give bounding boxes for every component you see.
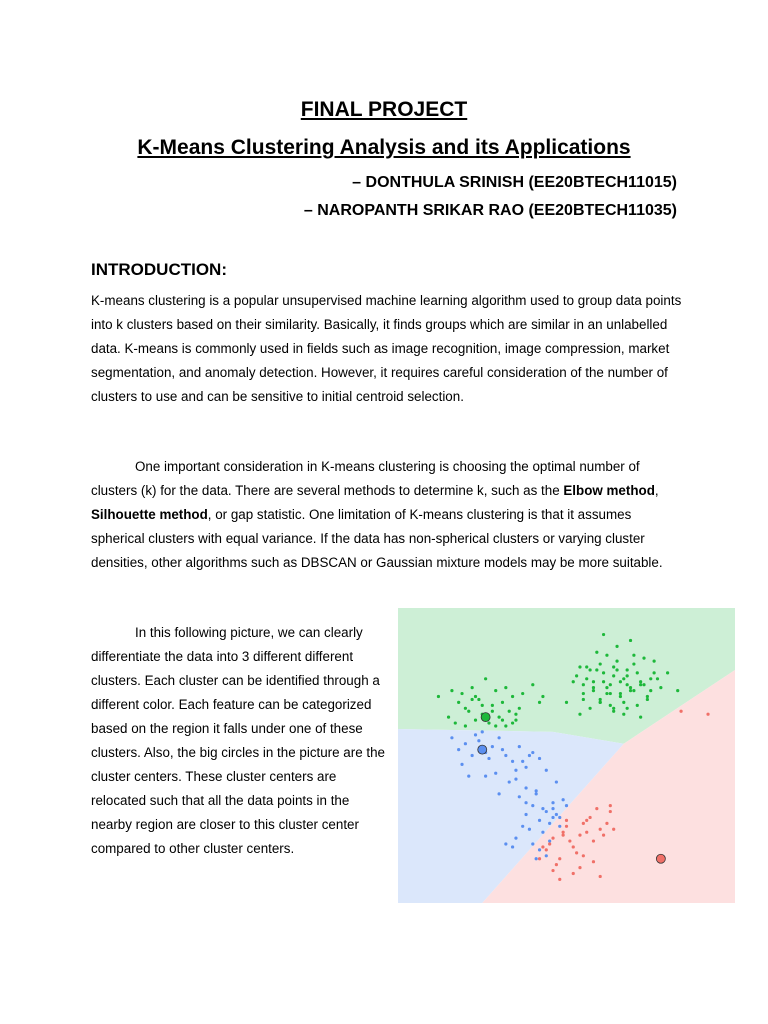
data-point-green bbox=[639, 683, 642, 686]
data-point-green bbox=[612, 665, 615, 668]
data-point-green bbox=[454, 721, 457, 724]
data-point-blue bbox=[524, 813, 527, 816]
data-point-blue bbox=[555, 780, 558, 783]
data-point-green bbox=[585, 677, 588, 680]
data-point-red bbox=[602, 834, 605, 837]
data-point-blue bbox=[491, 745, 494, 748]
data-point-green bbox=[457, 701, 460, 704]
data-point-green bbox=[447, 716, 450, 719]
data-point-green bbox=[612, 707, 615, 710]
data-point-green bbox=[619, 680, 622, 683]
author-line-1: – DONTHULA SRINISH (EE20BTECH11015) bbox=[352, 174, 677, 191]
data-point-blue bbox=[538, 819, 541, 822]
data-point-green bbox=[511, 695, 514, 698]
kmeans-cluster-figure bbox=[398, 608, 735, 903]
data-point-blue bbox=[545, 769, 548, 772]
data-point-green bbox=[504, 686, 507, 689]
intro-paragraph-2 bbox=[91, 455, 683, 575]
data-point-green bbox=[585, 665, 588, 668]
data-point-green bbox=[636, 704, 639, 707]
data-point-green bbox=[632, 662, 635, 665]
data-point-blue bbox=[460, 763, 463, 766]
data-point-blue bbox=[538, 848, 541, 851]
data-point-red bbox=[582, 822, 585, 825]
data-point-red bbox=[595, 807, 598, 810]
data-point-green bbox=[622, 713, 625, 716]
data-point-green bbox=[592, 686, 595, 689]
data-point-blue bbox=[514, 769, 517, 772]
data-point-green bbox=[619, 695, 622, 698]
document-title: FINAL PROJECT bbox=[300, 98, 468, 121]
data-point-green bbox=[619, 692, 622, 695]
data-point-blue bbox=[555, 813, 558, 816]
data-point-green bbox=[588, 707, 591, 710]
data-point-red bbox=[612, 828, 615, 831]
data-point-green bbox=[632, 654, 635, 657]
data-point-blue bbox=[541, 807, 544, 810]
data-point-red bbox=[565, 825, 568, 828]
data-point-red bbox=[599, 828, 602, 831]
data-point-blue bbox=[521, 760, 524, 763]
data-point-green bbox=[538, 701, 541, 704]
data-point-green bbox=[599, 698, 602, 701]
data-point-blue bbox=[518, 795, 521, 798]
data-point-green bbox=[599, 662, 602, 665]
data-point-blue bbox=[487, 757, 490, 760]
data-point-green bbox=[612, 710, 615, 713]
data-point-green bbox=[615, 645, 618, 648]
data-point-red bbox=[575, 851, 578, 854]
data-point-green bbox=[474, 719, 477, 722]
data-point-green bbox=[609, 692, 612, 695]
data-point-green bbox=[656, 677, 659, 680]
data-point-green bbox=[491, 704, 494, 707]
data-point-blue bbox=[504, 754, 507, 757]
data-point-blue bbox=[457, 748, 460, 751]
data-point-red bbox=[551, 837, 554, 840]
data-point-blue bbox=[565, 804, 568, 807]
data-point-green bbox=[599, 701, 602, 704]
para3-text: In this following picture, we can clearly differentiate the data into 3 different different clusters. Each cluster can be identified through a different color. Each feature can be categorized based on the region it falls under one of these clusters. Also, the big circles in the picture are the cluster centers. These cluster centers are relocated such that all the data points in the nearby region are closer to this cluster center compared to other cluster centers. bbox=[91, 625, 385, 856]
data-point-red bbox=[572, 845, 575, 848]
data-point-blue bbox=[538, 757, 541, 760]
data-point-green bbox=[575, 674, 578, 677]
data-point-green bbox=[629, 689, 632, 692]
data-point-blue bbox=[551, 816, 554, 819]
data-point-green bbox=[653, 671, 656, 674]
data-point-red bbox=[541, 845, 544, 848]
data-point-red bbox=[548, 842, 551, 845]
data-point-green bbox=[612, 674, 615, 677]
data-point-red bbox=[565, 819, 568, 822]
data-point-red bbox=[562, 831, 565, 834]
data-point-blue bbox=[558, 816, 561, 819]
data-point-blue bbox=[477, 739, 480, 742]
data-point-green bbox=[508, 710, 511, 713]
data-point-green bbox=[491, 710, 494, 713]
data-point-green bbox=[622, 677, 625, 680]
data-point-green bbox=[521, 692, 524, 695]
data-point-green bbox=[501, 719, 504, 722]
data-point-blue bbox=[450, 736, 453, 739]
para2-text-b: , or gap statistic. One limitation of K-means clustering is that it assumes spherical clusters with equal variance. If the data has non-spherical clusters or varying cluster densities, other algorithms such as DBSCAN or Gaussian mixture models may be more suitable. bbox=[91, 507, 663, 570]
data-point-blue bbox=[494, 772, 497, 775]
data-point-green bbox=[642, 657, 645, 660]
data-point-green bbox=[636, 671, 639, 674]
data-point-green bbox=[629, 686, 632, 689]
data-point-blue bbox=[498, 736, 501, 739]
data-point-green bbox=[639, 716, 642, 719]
data-point-green bbox=[572, 680, 575, 683]
data-point-green bbox=[646, 698, 649, 701]
data-point-green bbox=[649, 689, 652, 692]
data-point-blue bbox=[528, 754, 531, 757]
data-point-green bbox=[622, 701, 625, 704]
data-point-green bbox=[653, 660, 656, 663]
data-point-blue bbox=[541, 831, 544, 834]
data-point-blue bbox=[498, 792, 501, 795]
data-point-red bbox=[706, 713, 709, 716]
data-point-blue bbox=[514, 837, 517, 840]
data-point-green bbox=[609, 704, 612, 707]
data-point-blue bbox=[521, 825, 524, 828]
data-point-red bbox=[592, 839, 595, 842]
data-point-red bbox=[605, 822, 608, 825]
data-point-blue bbox=[545, 854, 548, 857]
data-point-green bbox=[450, 689, 453, 692]
data-point-green bbox=[541, 695, 544, 698]
data-point-green bbox=[498, 716, 501, 719]
para2-comma: , bbox=[654, 483, 659, 498]
data-point-green bbox=[518, 707, 521, 710]
data-point-red bbox=[545, 848, 548, 851]
data-point-green bbox=[602, 671, 605, 674]
data-point-blue bbox=[548, 822, 551, 825]
elbow-method-term: Elbow method bbox=[563, 483, 655, 498]
data-point-green bbox=[578, 665, 581, 668]
data-point-blue bbox=[558, 825, 561, 828]
data-point-blue bbox=[474, 733, 477, 736]
data-point-green bbox=[605, 692, 608, 695]
data-point-green bbox=[592, 689, 595, 692]
cluster-regions bbox=[398, 608, 735, 903]
data-point-blue bbox=[511, 760, 514, 763]
data-point-green bbox=[626, 683, 629, 686]
data-point-blue bbox=[531, 804, 534, 807]
para2-text-a: One important consideration in K-means clustering is choosing the optimal number of clusters (k) for the data. There are several methods to determine k, such as the bbox=[91, 459, 640, 498]
data-point-green bbox=[471, 698, 474, 701]
data-point-green bbox=[471, 686, 474, 689]
data-point-blue bbox=[481, 730, 484, 733]
data-point-red bbox=[599, 875, 602, 878]
section-heading-introduction: INTRODUCTION: bbox=[91, 260, 227, 279]
data-point-blue bbox=[535, 857, 538, 860]
data-point-green bbox=[626, 668, 629, 671]
data-point-blue bbox=[524, 766, 527, 769]
data-point-green bbox=[474, 695, 477, 698]
data-point-green bbox=[649, 677, 652, 680]
intro-paragraph-1: K-means clustering is a popular unsupervised machine learning algorithm used to group data points into k clusters based on their similarity. Basically, it finds groups which are similar in an unlabelled data. K-means is commonly used in fields such as image recognition, image compression, market segmentation, and anomaly detection. However, it requires careful consideration of the number of clusters to use and can be sensitive to initial centroid selection. bbox=[91, 293, 682, 404]
data-point-blue bbox=[548, 839, 551, 842]
data-point-green bbox=[595, 651, 598, 654]
data-point-blue bbox=[531, 842, 534, 845]
data-point-blue bbox=[464, 742, 467, 745]
data-point-red bbox=[609, 804, 612, 807]
data-point-green bbox=[460, 692, 463, 695]
data-point-green bbox=[578, 713, 581, 716]
data-point-green bbox=[615, 668, 618, 671]
data-point-red bbox=[578, 834, 581, 837]
intro-paragraph-3 bbox=[91, 621, 391, 861]
data-point-blue bbox=[545, 810, 548, 813]
data-point-green bbox=[602, 633, 605, 636]
data-point-green bbox=[609, 683, 612, 686]
data-point-green bbox=[582, 698, 585, 701]
data-point-red bbox=[558, 857, 561, 860]
data-point-green bbox=[626, 707, 629, 710]
data-point-blue bbox=[535, 792, 538, 795]
silhouette-method-term: Silhouette method bbox=[91, 507, 208, 522]
data-point-green bbox=[659, 686, 662, 689]
data-point-green bbox=[437, 695, 440, 698]
data-point-green bbox=[514, 719, 517, 722]
data-point-green bbox=[464, 724, 467, 727]
data-point-red bbox=[679, 710, 682, 713]
data-point-green bbox=[676, 689, 679, 692]
data-point-red bbox=[558, 878, 561, 881]
data-point-blue bbox=[501, 748, 504, 751]
data-point-green bbox=[504, 724, 507, 727]
data-point-blue bbox=[531, 751, 534, 754]
data-point-red bbox=[551, 869, 554, 872]
data-point-red bbox=[538, 857, 541, 860]
data-point-red bbox=[592, 860, 595, 863]
data-point-green bbox=[595, 668, 598, 671]
data-point-green bbox=[501, 701, 504, 704]
author-line-2: – NAROPANTH SRIKAR RAO (EE20BTECH11035) bbox=[303, 202, 677, 219]
data-point-red bbox=[555, 863, 558, 866]
data-point-blue bbox=[471, 754, 474, 757]
data-point-blue bbox=[504, 842, 507, 845]
data-point-green bbox=[531, 683, 534, 686]
data-point-blue bbox=[551, 801, 554, 804]
data-point-blue bbox=[467, 775, 470, 778]
data-point-red bbox=[585, 831, 588, 834]
data-point-red bbox=[578, 866, 581, 869]
data-point-blue bbox=[508, 780, 511, 783]
data-point-green bbox=[481, 704, 484, 707]
data-point-red bbox=[585, 819, 588, 822]
data-point-red bbox=[568, 839, 571, 842]
data-point-blue bbox=[514, 778, 517, 781]
data-point-red bbox=[562, 834, 565, 837]
data-point-blue bbox=[528, 828, 531, 831]
data-point-green bbox=[494, 724, 497, 727]
data-point-red bbox=[572, 872, 575, 875]
data-point-green bbox=[588, 668, 591, 671]
data-point-green bbox=[494, 689, 497, 692]
data-point-green bbox=[582, 683, 585, 686]
data-point-blue bbox=[524, 786, 527, 789]
data-point-red bbox=[588, 816, 591, 819]
data-point-blue bbox=[551, 807, 554, 810]
data-point-green bbox=[629, 639, 632, 642]
document-subtitle: K-Means Clustering Analysis and its Applications bbox=[137, 136, 631, 159]
data-point-green bbox=[632, 689, 635, 692]
data-point-green bbox=[592, 680, 595, 683]
data-point-blue bbox=[562, 798, 565, 801]
data-point-green bbox=[464, 707, 467, 710]
data-point-green bbox=[565, 701, 568, 704]
data-point-green bbox=[487, 721, 490, 724]
data-point-blue bbox=[511, 845, 514, 848]
data-point-red bbox=[609, 810, 612, 813]
data-point-green bbox=[511, 721, 514, 724]
data-point-red bbox=[582, 854, 585, 857]
cluster-center-blue bbox=[478, 745, 487, 754]
data-point-green bbox=[626, 674, 629, 677]
data-point-green bbox=[646, 695, 649, 698]
data-point-blue bbox=[524, 801, 527, 804]
data-point-green bbox=[467, 710, 470, 713]
data-point-green bbox=[639, 680, 642, 683]
cluster-center-red bbox=[656, 854, 665, 863]
data-point-green bbox=[615, 660, 618, 663]
data-point-green bbox=[666, 671, 669, 674]
data-point-blue bbox=[535, 789, 538, 792]
data-point-green bbox=[642, 683, 645, 686]
data-point-green bbox=[484, 677, 487, 680]
data-point-green bbox=[605, 686, 608, 689]
data-point-green bbox=[605, 654, 608, 657]
data-point-blue bbox=[484, 775, 487, 778]
data-point-green bbox=[582, 692, 585, 695]
data-point-green bbox=[514, 713, 517, 716]
data-point-green bbox=[602, 680, 605, 683]
data-point-blue bbox=[518, 745, 521, 748]
data-point-green bbox=[477, 698, 480, 701]
cluster-center-green bbox=[481, 713, 490, 722]
